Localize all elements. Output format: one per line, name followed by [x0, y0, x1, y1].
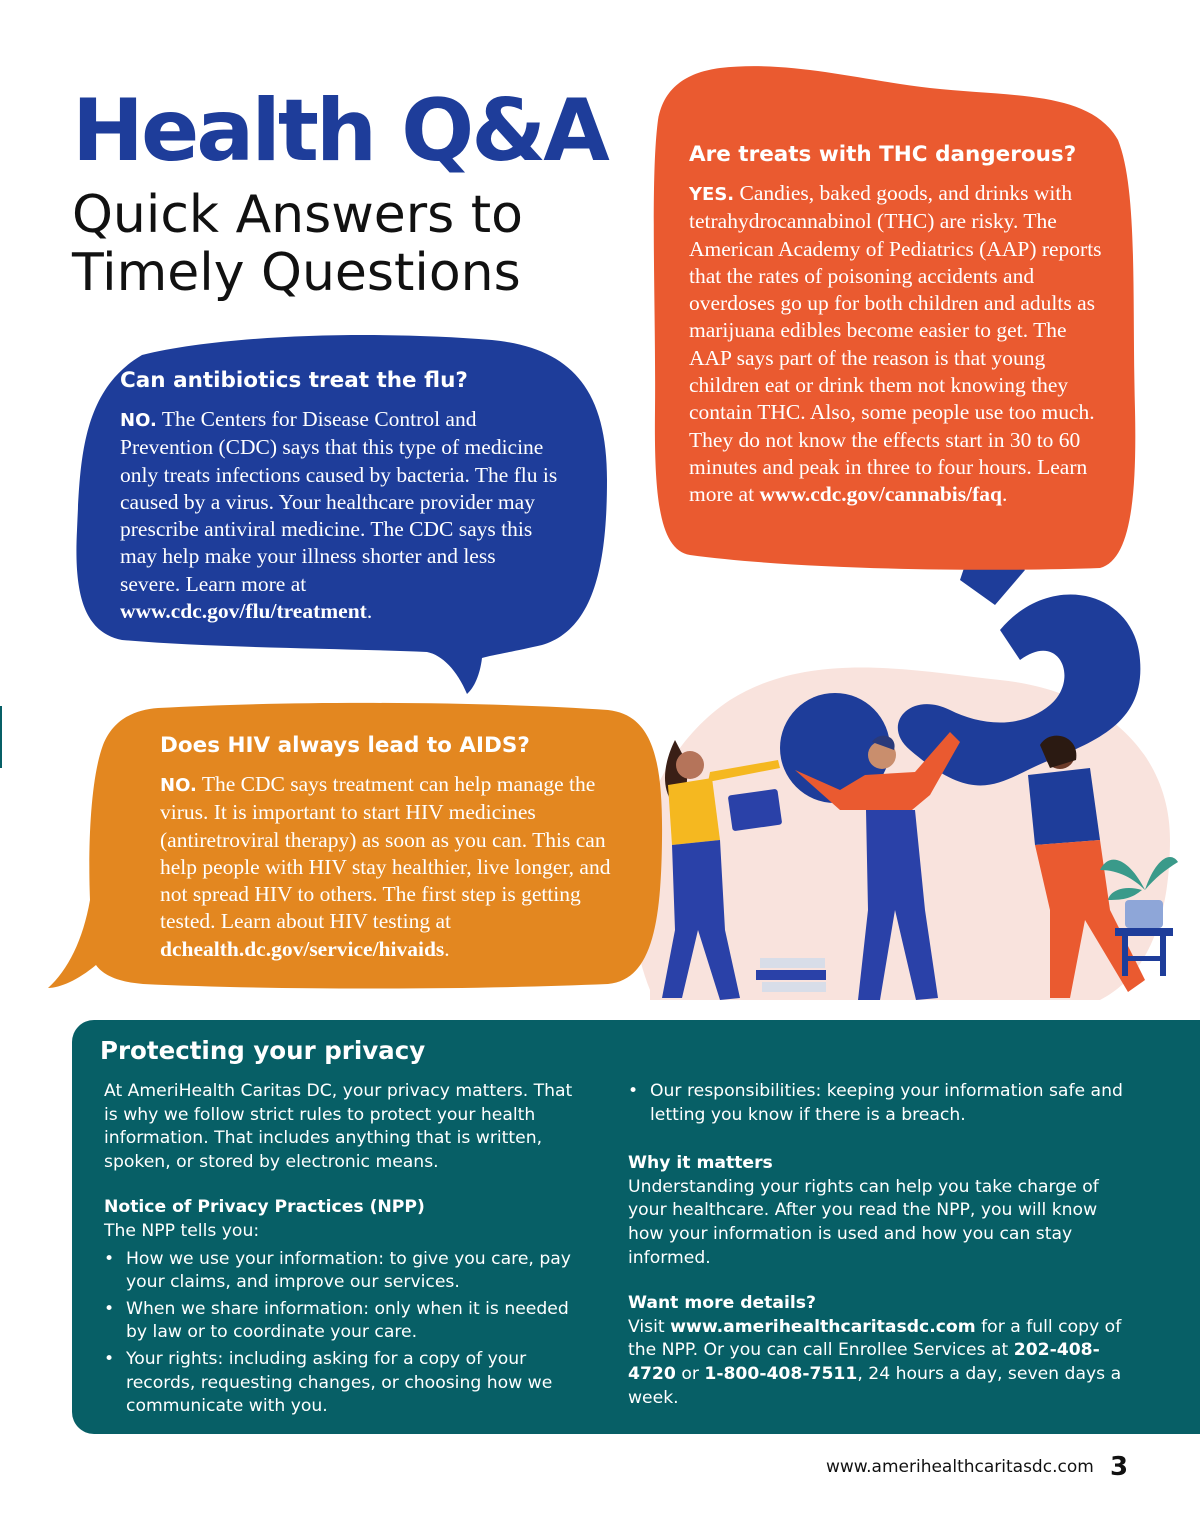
why-heading: Why it matters — [628, 1153, 773, 1174]
thc-question: Are treats with THC dangerous? — [689, 142, 1077, 167]
more-text-2: , 24 hours a day, seven days a week. — [628, 1363, 1122, 1408]
privacy-heading: Protecting your privacy — [100, 1036, 426, 1065]
hiv-answer-body: The CDC says treatment can help manage the virus. It is important to start HIV medicines (antiretroviral therapy) as soon as you can. This can help people with HIV stay healthier, live longer, and not spread HIV to others. The first step is getting tested. Learn about HIV testing at — [160, 772, 611, 934]
thc-link[interactable]: www.cdc.gov/cannabis/faq — [759, 482, 1002, 507]
hiv-bubble — [160, 733, 630, 963]
why-body: Understanding your rights can help you take charge of your healthcare. After you read the NPP, you will know how your information is used and how you can stay informed. — [628, 1176, 1099, 1268]
thc-answer-body: Candies, baked goods, and drinks with tetrahydrocannabinol (THC) are risky. The American Academy of Pediatrics (AAP) reports that the rates of poisoning accidents and overdoses go up for both children and adults as marijuana edibles become easier to get. The AAP says part of the reason is that young children eat or drink them not knowing they contain THC. Also, some people use too much. They do not know the effects start in 30 to 60 minutes and peak in three to four hours. Learn more at — [689, 181, 1102, 507]
subtitle-line-2: Timely Questions — [72, 243, 521, 303]
page-number: 3 — [1110, 1452, 1129, 1482]
antibiotics-answer-lead: NO. — [120, 410, 157, 431]
npp-list-continued — [628, 1080, 1128, 1127]
thc-answer-lead: YES. — [689, 184, 735, 205]
list-item: • How we use your information: to give you care, pay your claims, and improve our services. — [126, 1248, 574, 1295]
antibiotics-end: . — [366, 599, 373, 624]
hiv-question: Does HIV always lead to AIDS? — [160, 733, 530, 758]
phone-number-1[interactable]: 202-408-4720 — [628, 1340, 1100, 1384]
privacy-intro: At AmeriHealth Caritas DC, your privacy matters. That is why we follow strict rules to protect your health information. That includes anything that is written, spoken, or stored by electronic means. — [104, 1081, 573, 1172]
phone-number-2[interactable]: 1-800-408-7511 — [704, 1363, 858, 1384]
more-heading: Want more details? — [628, 1293, 816, 1314]
npp-list — [104, 1248, 574, 1419]
more-text-1: for a full copy of the NPP. Or you can call Enrollee Services at — [628, 1316, 1122, 1361]
page-title: Health Q&A — [72, 81, 607, 181]
thc-bubble — [689, 142, 1109, 509]
list-item: • Our responsibilities: keeping your information safe and letting you know if there is a breach. — [650, 1080, 1128, 1127]
antibiotics-bubble — [120, 368, 560, 625]
more-or: or — [681, 1363, 699, 1384]
npp-intro: The NPP tells you: — [104, 1220, 260, 1241]
hiv-answer — [160, 771, 630, 963]
more-body — [628, 1316, 1128, 1410]
books-stack — [756, 958, 826, 992]
more-url-link[interactable]: www.amerihealthcaritasdc.com — [670, 1316, 976, 1337]
list-item: • Your rights: including asking for a copy of your records, requesting changes, or choosing how we communicate with you. — [126, 1348, 574, 1419]
list-item: • When we share information: only when it is needed by law or to coordinate your care. — [126, 1298, 574, 1345]
hiv-answer-lead: NO. — [160, 775, 197, 796]
hiv-link[interactable]: dchealth.dc.gov/service/hivaids — [160, 936, 445, 961]
thc-end: . — [1001, 482, 1008, 507]
edge-mark — [0, 706, 2, 768]
antibiotics-question: Can antibiotics treat the flu? — [120, 368, 468, 393]
antibiotics-answer — [120, 406, 560, 625]
npp-heading: Notice of Privacy Practices (NPP) — [104, 1197, 425, 1218]
privacy-right-column — [628, 1080, 1128, 1410]
thc-answer — [689, 180, 1109, 509]
antibiotics-link[interactable]: www.cdc.gov/flu/treatment — [120, 599, 367, 624]
hiv-end: . — [444, 936, 450, 961]
question-illustration — [580, 510, 1200, 1020]
privacy-panel — [72, 1020, 1200, 1434]
subtitle-line-1: Quick Answers to — [72, 185, 523, 245]
more-visit: Visit — [628, 1316, 665, 1337]
footer-url[interactable]: www.amerihealthcaritasdc.com — [826, 1457, 1094, 1477]
antibiotics-answer-body: The Centers for Disease Control and Prevention (CDC) says that this type of medicine only treats infections caused by bacteria. The flu is caused by a virus. Your healthcare provider may prescribe antiviral medicine. The CDC says this may help make your illness shorter and less severe. Learn more at — [120, 407, 558, 596]
page-subtitle — [72, 186, 523, 302]
privacy-left-column — [104, 1080, 574, 1422]
